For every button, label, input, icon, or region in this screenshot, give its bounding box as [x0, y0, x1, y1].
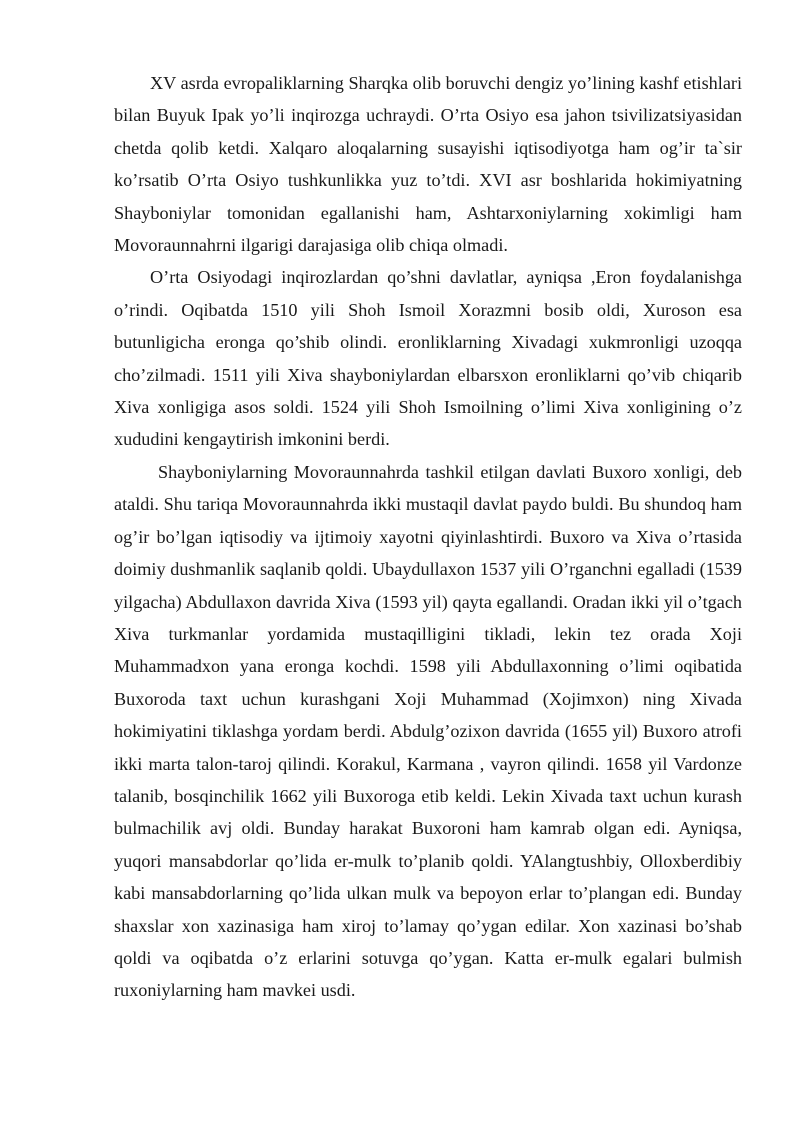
paragraph-1: XV asrda evropaliklarning Sharqka olib boruvchi dengiz yo’lining kashf etishlari bilan Buyuk Ipak yo’li inqirozga uchraydi. O’rta Osiyo esa jahon tsivilizatsiyasidan chetda qolib ketdi. Xalqaro aloqalarning susayishi iqtisodiyotga ham og’ir ta`sir ko’rsatib O’rta Osiyo tushkunlikka yuz to’tdi. XVI asr boshlarida hokimiyatning Shayboniylar tomonidan egallanishi ham, Ashtarxoniylarning xokimligi ham Movoraunnahrni ilgarigi darajasiga olib chiqa olmadi. [114, 73, 742, 256]
paragraph-3: Shayboniylarning Movoraunnahrda tashkil etilgan davlati Buxoro xonligi, deb ataldi. Shu tariqa Movoraunnahrda ikki mustaqil davlat paydo buldi. Bu shundoq ham og’ir bo’lgan iqtisodiy va ijtimoiy xayotni qiyinlashtirdi. Buxoro va Xiva o’rtasida doimiy dushmanlik saqlanib qoldi. Ubaydullaxon 1537 yili O’rganchni egalladi (1539 yilgacha) Abdullaxon davrida Xiva (1593 yil) qayta egallandi. Oradan ikki yil o’tgach Xiva turkmanlar yordamida mustaqilligini tikladi, lekin tez orada Xoji Muhammadxon yana eronga kochdi. 1598 yili Abdullaxonning o’limi oqibatida Buxoroda taxt uchun kurashgani Xoji Muhammad (Xojimxon) ning Xivada hokimiyatini tiklashga yordam berdi. Abdulg’ozixon davrida (1655 yil) Buxoro atrofi ikki marta talon-taroj qilindi. Korakul, Karmana , vayron qilindi. 1658 yil Vardonze talanib, bosqinchilik 1662 yili Buxoroga etib keldi. Lekin Xivada taxt uchun kurash bulmachilik avj oldi. Bunday harakat Buxoroni ham kamrab olgan edi. Ayniqsa, yuqori mansabdorlar qo’lida er-mulk to’planib qoldi. YAlangtushbiy, Olloxberdibiy kabi mansabdorlarning qo’lida ulkan mulk va bepoyon erlar to’plangan edi. Bunday shaxslar xon xazinasiga ham xiroj to’lamay qo’ygan edilar. Xon xazinasi bo’shab qoldi va oqibatda o’z erlarini sotuvga qo’ygan. Katta er-mulk egalari bulmish ruxoniylarning ham mavkei usdi. [114, 461, 742, 1001]
document-page [114, 67, 742, 1007]
paragraph-2: O’rta Osiyodagi inqirozlardan qo’shni davlatlar, ayniqsa ,Eron foydalanishga o’rindi. Oqibatda 1510 yili Shoh Ismoil Xorazmni bosib oldi, Xuroson esa butunligicha eronga qo’shib olindi. eronliklarning Xivadagi xukmronligi uzoqqa cho’zilmadi. 1511 yili Xiva shayboniylardan elbarsxon eronliklarni qo’vib chiqarib Xiva xonligiga asos soldi. 1524 yili Shoh Ismoilning o’limi Xiva xonligining o’z xududini kengaytirish imkonini berdi. [114, 267, 742, 450]
